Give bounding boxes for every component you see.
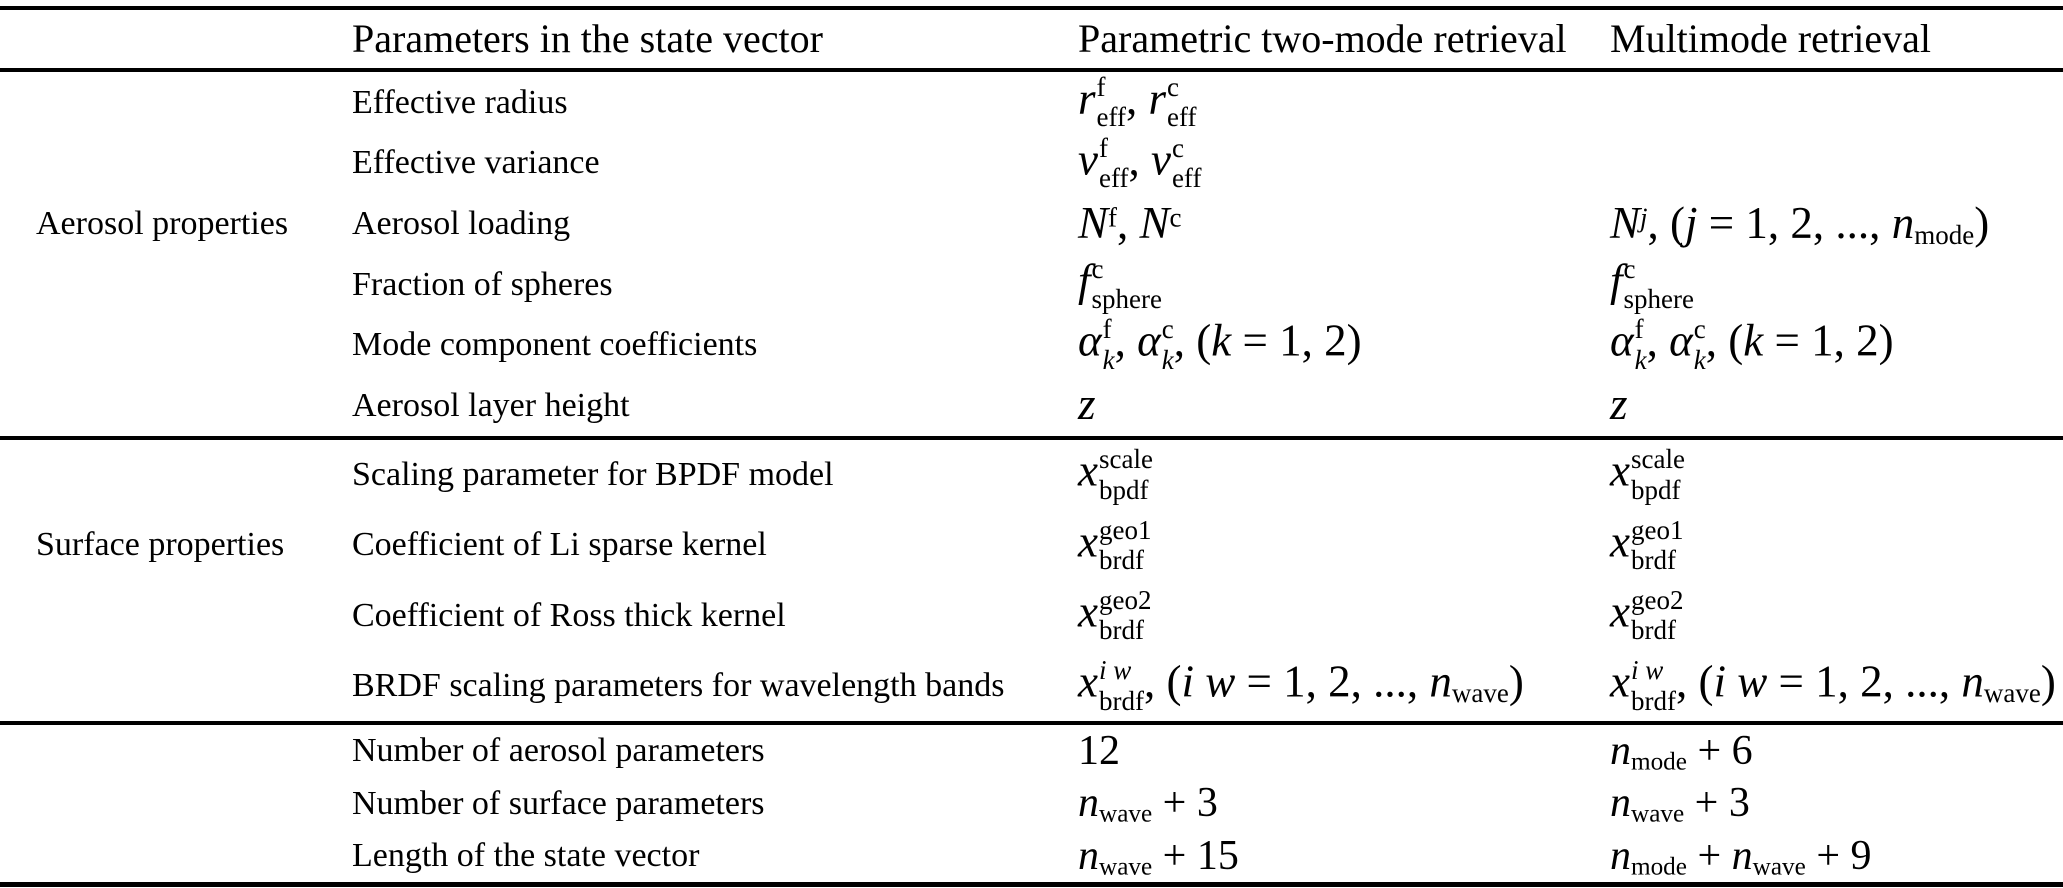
row-label: Length of the state vector — [352, 837, 700, 875]
parametric-two-mode-value: x geo2 brdf — [1078, 585, 1152, 646]
parametric-two-mode-value: x geo1 brdf — [1078, 514, 1152, 575]
parametric-two-mode-value: v f eff , v c eff — [1078, 132, 1202, 193]
header-parameters-column: Parameters in the state vector — [352, 16, 823, 61]
table-row — [0, 254, 2063, 315]
parametric-two-mode-value: 12 — [1078, 727, 1120, 774]
row-label: Mode component coefficients — [352, 326, 758, 364]
row-label: Fraction of spheres — [352, 265, 613, 303]
table-row — [0, 510, 2063, 580]
table-row — [0, 314, 2063, 375]
multimode-value: $N^j$, (j = 1, 2, ..., $n_{mode}$) — [1610, 197, 1990, 250]
row-label: Number of surface parameters — [352, 784, 765, 822]
multimode-value: $n_{mode} + n_{wave} + 9$ — [1610, 832, 1872, 881]
rule-bottom — [0, 882, 2063, 887]
math-scripts: f eff — [1098, 132, 1129, 193]
row-label: Coefficient of Ross thick kernel — [352, 596, 786, 634]
math-scripts: c eff — [1171, 132, 1202, 193]
multimode-value: α f k , α c k , (k = 1, 2) — [1610, 314, 1894, 375]
row-label: Effective radius — [352, 83, 568, 121]
parametric-two-mode-value: α f k , α c k , (k = 1, 2) — [1078, 314, 1362, 375]
math-scripts: geo2 brdf — [1098, 585, 1152, 646]
multimode-value: x geo1 brdf — [1610, 514, 1684, 575]
table-row — [0, 72, 2063, 133]
multimode-value: $n_{mode} + 6$ — [1610, 727, 1753, 776]
table-row — [0, 725, 2063, 777]
section-aerosol-properties — [0, 72, 2063, 436]
section-parameter-counts — [0, 725, 2063, 882]
parametric-two-mode-value: x scale bpdf — [1078, 444, 1153, 505]
table-row — [0, 193, 2063, 254]
math-scripts: c k — [1161, 314, 1174, 375]
table-row — [0, 375, 2063, 436]
row-label: Coefficient of Li sparse kernel — [352, 526, 767, 564]
parametric-two-mode-value: $n_{wave} + 15$ — [1078, 832, 1239, 881]
section-surface-properties — [0, 440, 2063, 721]
header-multimode-column: Multimode retrieval — [1610, 16, 1932, 61]
math-scripts: c eff — [1167, 72, 1197, 133]
math-scripts: scale bpdf — [1630, 444, 1685, 505]
math-scripts: c sphere — [1091, 253, 1162, 315]
math-scripts: f k — [1634, 314, 1647, 375]
math-scripts: i w brdf — [1098, 655, 1144, 716]
parametric-two-mode-value: z — [1078, 379, 1096, 430]
math-scripts: scale bpdf — [1098, 444, 1153, 505]
parametric-two-mode-value: x i w brdf , (i w = 1, 2, ..., $n_{wave}$) — [1078, 655, 1524, 716]
table-row — [0, 650, 2063, 720]
math-scripts: geo1 brdf — [1630, 514, 1684, 575]
table-row — [0, 777, 2063, 829]
group-label: Aerosol properties — [36, 204, 289, 242]
math-scripts: geo2 brdf — [1630, 585, 1684, 646]
math-scripts: geo1 brdf — [1098, 514, 1152, 575]
row-label: Aerosol loading — [352, 204, 571, 242]
row-label: Aerosol layer height — [352, 386, 630, 424]
parametric-two-mode-value: $N^f$, $N^c$ — [1078, 197, 1182, 248]
row-label: Scaling parameter for BPDF model — [352, 456, 834, 494]
group-label: Surface properties — [36, 526, 285, 564]
table-row — [0, 440, 2063, 510]
row-label: BRDF scaling parameters for wavelength bands — [352, 667, 1005, 705]
table-row — [0, 133, 2063, 194]
multimode-value: x i w brdf , (i w = 1, 2, ..., $n_{wave}$) — [1610, 655, 2056, 716]
parametric-two-mode-value: r f eff , r c eff — [1078, 72, 1197, 133]
multimode-value: f c sphere — [1610, 253, 1694, 315]
table-row — [0, 580, 2063, 650]
table-header-row — [0, 10, 2063, 68]
multimode-value: z — [1610, 379, 1628, 430]
math-scripts: f eff — [1096, 72, 1126, 133]
table-row — [0, 830, 2063, 882]
math-scripts: c k — [1693, 314, 1706, 375]
math-scripts: i w brdf — [1630, 655, 1676, 716]
row-label: Effective variance — [352, 144, 600, 182]
parametric-two-mode-value: f c sphere — [1078, 253, 1162, 315]
multimode-value: x geo2 brdf — [1610, 585, 1684, 646]
math-scripts: f k — [1102, 314, 1115, 375]
parametric-two-mode-value: $n_{wave} + 3$ — [1078, 780, 1218, 828]
multimode-value: $n_{wave} + 3$ — [1610, 780, 1750, 828]
multimode-value: x scale bpdf — [1610, 444, 1685, 505]
math-scripts: c sphere — [1623, 253, 1694, 315]
row-label: Number of aerosol parameters — [352, 732, 765, 770]
header-parametric-column: Parametric two-mode retrieval — [1078, 16, 1567, 61]
